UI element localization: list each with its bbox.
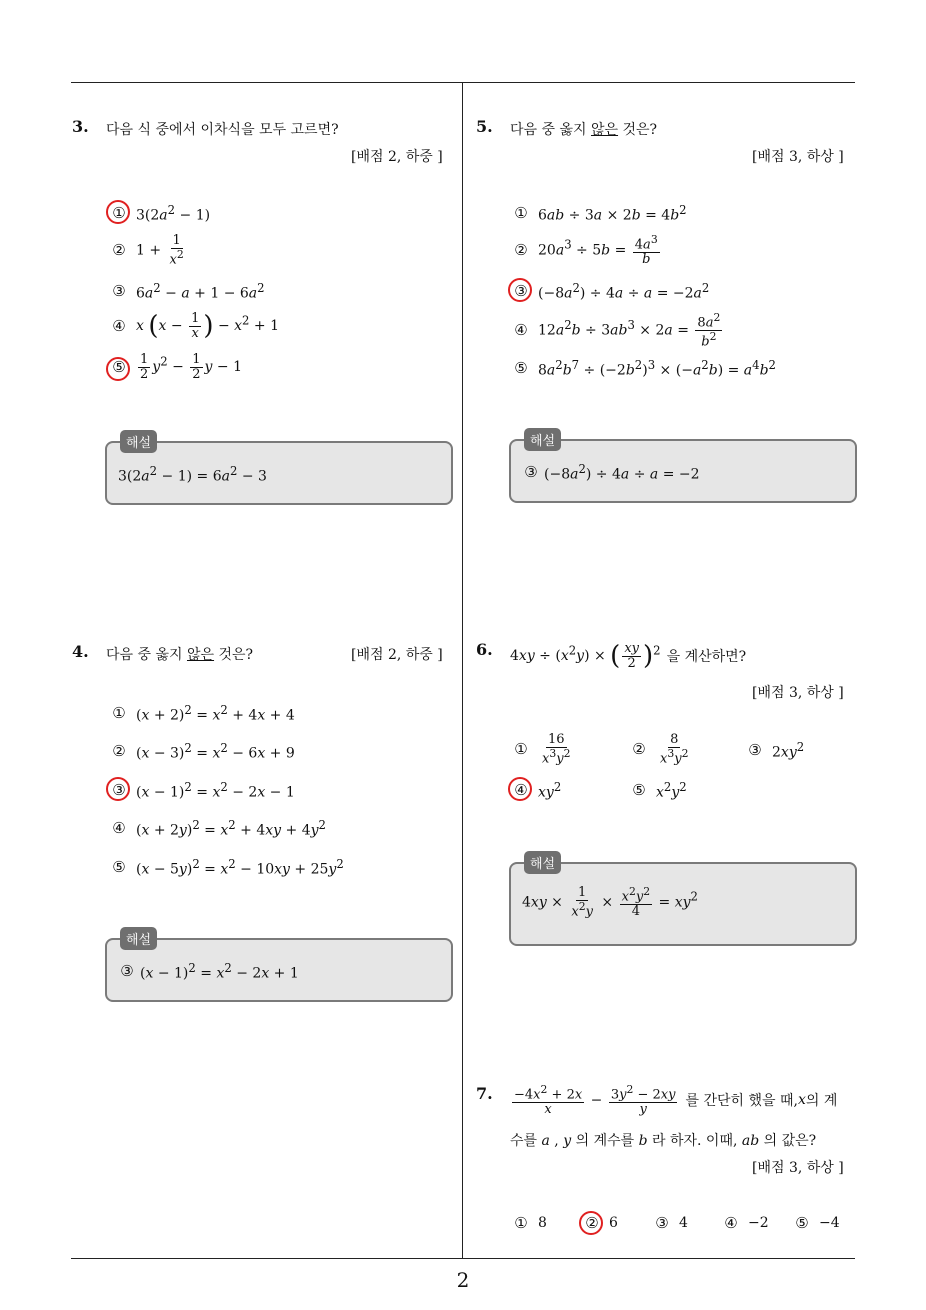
circled-2: ②	[112, 742, 126, 761]
circled-1: ①	[112, 704, 126, 723]
circled-1: ①	[514, 204, 528, 223]
circled-5: ⑤	[112, 358, 126, 377]
q4-option-3[interactable]: ③ $(x - 1)^2 = x^2 - 2x - 1$	[110, 780, 295, 801]
q4-option-5[interactable]: ⑤ $(x - 5y)^2 = x^2 - 10xy + 25y^2$	[110, 857, 344, 878]
circled-4: ④	[514, 781, 528, 800]
circled-2: ②	[112, 241, 126, 260]
q6-score: [배점 3, 하상 ]	[752, 685, 844, 701]
bottom-rule	[71, 1258, 855, 1259]
q6-solution-tag: 해설	[524, 851, 561, 874]
column-divider	[462, 83, 463, 1259]
q3-option-1[interactable]: ① $3(2a^2 - 1)$	[110, 203, 210, 224]
q6-answer-mark-4	[508, 777, 532, 801]
q3-option-4[interactable]: ④ x (x − $\frac{1}{x}$ ) − $x^2 + 1$	[110, 312, 279, 340]
q5-score: [배점 3, 하상 ]	[752, 149, 844, 165]
q5-option-3[interactable]: ③ $(-8a^2) \div 4a \div a = -2a^2$	[512, 281, 709, 302]
circled-1: ①	[514, 1214, 528, 1232]
q3-score: [배점 2, 하중 ]	[351, 149, 443, 165]
q5-text: 다음 중 옳지 않은 것은?	[510, 122, 658, 138]
circled-3: ③	[112, 781, 126, 800]
page-number: 2	[456, 1268, 470, 1292]
q4-answer-mark-3	[106, 777, 130, 801]
q7-answer-mark-2	[579, 1211, 603, 1235]
q6-option-4[interactable]: ④ $xy^2$	[512, 780, 561, 801]
q3-answer-mark-5	[106, 357, 130, 381]
q7-score: [배점 3, 하상 ]	[752, 1160, 844, 1176]
q6-option-2[interactable]: ② $\frac{8}{x^3y^2}$	[630, 733, 692, 766]
q7-option-3[interactable]: ③ 4	[653, 1214, 688, 1232]
q3-option-5[interactable]: ⑤ $\frac{1}{2}$ $y^2$ − $\frac{1}{2}$ y − 1	[110, 353, 242, 381]
q3-option-2[interactable]: ② 1 + $\frac{1}{x^2}$	[110, 234, 188, 267]
q7-option-5[interactable]: ⑤ −4	[793, 1214, 840, 1232]
q4-number: 4.	[72, 642, 89, 661]
q6-option-3[interactable]: ③ $2xy^2$	[746, 740, 804, 761]
q5-solution-text: ③ $(-8a^2) \div 4a \div a = -2$	[524, 462, 700, 483]
q7-number: 7.	[476, 1084, 493, 1103]
q3-text: 다음 식 중에서 이차식을 모두 고르면?	[106, 122, 339, 138]
q7-option-2[interactable]: ② 6	[583, 1214, 618, 1232]
q3-answer-mark-1	[106, 200, 130, 224]
circled-5: ⑤	[514, 359, 528, 378]
q5-answer-mark-3	[508, 278, 532, 302]
q6-solution-text: 4xy × $\frac{1}{x^2y}$ × $\frac{x^2y^2}{4}$ = $xy^2$	[522, 885, 698, 919]
q6-option-1[interactable]: ① $\frac{16}{x^3y^2}$	[512, 733, 574, 766]
circled-5: ⑤	[795, 1214, 809, 1232]
q3-solution-text: $3(2a^2 - 1) = 6a^2 - 3$	[118, 464, 267, 485]
q4-option-4[interactable]: ④ $(x + 2y)^2 = x^2 + 4xy + 4y^2$	[110, 818, 326, 839]
circled-1: ①	[514, 740, 528, 759]
circled-3: ③	[112, 282, 126, 301]
q5-solution-tag: 해설	[524, 428, 561, 451]
q7-text-line1: $\frac{-4x^2 + 2x}{x}$ − $\frac{3y^2 - 2xy}{y}$ 를 간단히 했을 때, x 의 계	[514, 1083, 838, 1117]
q7-option-4[interactable]: ④ −2	[722, 1214, 769, 1232]
circled-5: ⑤	[112, 858, 126, 877]
circled-3: ③	[748, 741, 762, 760]
circled-4: ④	[112, 819, 126, 838]
q5-option-5[interactable]: ⑤ $8a^2b^7 \div (-2b^2)^3 \times (-a^2b) = a^4b^2$	[512, 358, 776, 379]
q4-text: 다음 중 옳지 않은 것은?	[106, 647, 254, 663]
q4-solution-tag: 해설	[120, 927, 157, 950]
q5-option-1[interactable]: ① $6ab \div 3a \times 2b = 4b^2$	[512, 203, 687, 224]
circled-3: ③	[514, 282, 528, 301]
q5-option-2[interactable]: ② $20a^3 \div 5b$ = $\frac{4a^3}{b}$	[512, 234, 662, 267]
q4-option-1[interactable]: ① $(x + 2)^2 = x^2 + 4x + 4$	[110, 703, 295, 724]
q4-option-2[interactable]: ② $(x - 3)^2 = x^2 - 6x + 9$	[110, 741, 295, 762]
circled-5: ⑤	[632, 781, 646, 800]
circled-2: ②	[514, 241, 528, 260]
q5-number: 5.	[476, 117, 493, 136]
q6-text: $4xy \div (x^2y)$ × ( $\frac{xy}{2}$ )$^2$ 을 계산하면?	[510, 641, 747, 672]
circled-3: ③	[655, 1214, 669, 1232]
circled-1: ①	[112, 204, 126, 223]
q5-option-4[interactable]: ④ $12a^2b \div 3ab^3 \times 2a$ = $\frac{8a^2}{b^2}$	[512, 312, 724, 349]
q7-option-1[interactable]: ① 8	[512, 1214, 547, 1232]
top-rule	[71, 82, 855, 83]
q7-text-line2: 수를 a , y 의 계수를 b 라 하자. 이때, ab 의 값은?	[510, 1133, 817, 1149]
circled-4: ④	[112, 317, 126, 336]
q3-option-3[interactable]: ③ $6a^2 - a + 1 - 6a^2$	[110, 281, 265, 302]
circled-4: ④	[724, 1214, 738, 1232]
circled-4: ④	[514, 321, 528, 340]
circled-2: ②	[585, 1214, 599, 1232]
q3-number: 3.	[72, 117, 89, 136]
q4-score: [배점 2, 하중 ]	[351, 647, 443, 663]
q4-solution-text: ③ $(x - 1)^2 = x^2 - 2x + 1$	[120, 961, 299, 982]
circled-2: ②	[632, 740, 646, 759]
q3-solution-tag: 해설	[120, 430, 157, 453]
q6-number: 6.	[476, 640, 493, 659]
q6-option-5[interactable]: ⑤ $x^2y^2$	[630, 780, 687, 801]
